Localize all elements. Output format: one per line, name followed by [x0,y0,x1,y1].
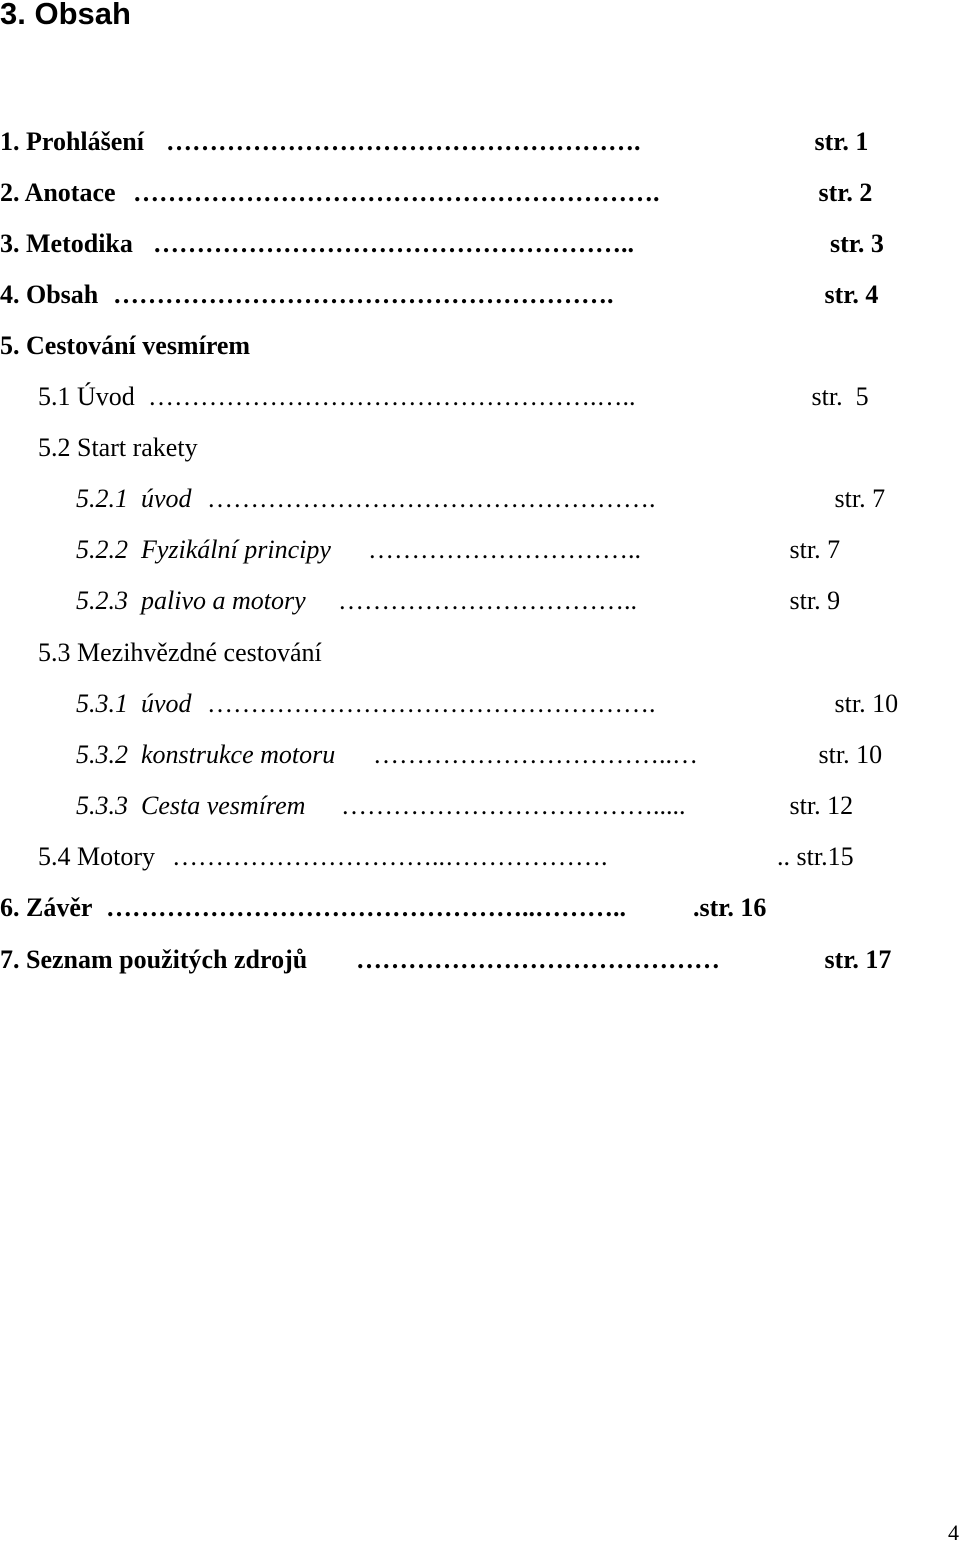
toc-entry-title: 4. Obsah [0,280,99,309]
toc-page-reference: str. 9 [783,586,841,615]
toc-page-reference: str. 10 [828,689,899,718]
toc-page-reference: .. str.15 [777,842,854,871]
toc-dot-leader: …………………………..………………. [172,842,608,871]
toc-page-reference: str. 7 [783,535,841,564]
toc-entry-title: 2. Anotace [0,178,116,207]
toc-dot-leader: ………………………………..... [341,791,686,820]
toc-page-reference: str. 7 [828,484,886,513]
toc-entry-title: 3. Metodika [0,229,133,258]
toc-page-reference: str. 3 [817,229,884,258]
toc-dot-leader: ………………………………………………. [166,127,641,156]
toc-entry-title: 5.3.2 konstrukce motoru [76,740,336,769]
toc-dot-leader: ………………………….. [368,535,641,564]
toc-page-reference: str. 12 [783,791,854,820]
toc-entry-title: 5.3.1 úvod [76,689,192,718]
toc-entry-title: 5.2.2 Fyzikální principy [76,535,331,564]
toc-dot-leader: ……………………………………………….. [153,229,634,258]
toc-entry-title: 5.2.1 úvod [76,484,192,513]
toc-dot-leader: …………………………………… [356,945,720,974]
toc-entry-title: 6. Závěr [0,893,93,922]
toc-entry-title: 5.4 Motory [38,842,155,871]
toc-dot-leader: …………………………….. [338,586,637,615]
toc-entry-title: 7. Seznam použitých zdrojů [0,945,308,974]
toc-dot-leader: …………………………………………………. [113,280,614,309]
toc-dot-leader: …………………………………………..……….. [106,893,626,922]
toc-dot-leader: ……………………………………………. [207,484,656,513]
toc-dot-leader: …………………………………………….….. [148,382,636,411]
toc-dot-leader: ……………………………..… [373,740,698,769]
toc-dot-leader: ……………………………………………. [207,689,656,718]
toc-page-reference: str. 17 [818,945,892,974]
toc-entry-title: 5.2.3 palivo a motory [76,586,306,615]
page-number: 4 [948,1520,959,1545]
toc-page-reference: str. 1 [808,127,869,156]
toc-entry-title: 5. Cestování vesmírem [0,331,251,360]
toc-entry-title: 5.2 Start rakety [38,433,198,462]
toc-page-reference: str. 10 [812,740,883,769]
toc-page-reference: .str. 16 [693,893,767,922]
toc-dot-leader: ……………………………………………………. [133,178,660,207]
toc-page-reference: str. 4 [818,280,879,309]
page-title: 3. Obsah [0,0,131,31]
toc-page-reference: str. 2 [812,178,873,207]
toc-entry-title: 5.1 Úvod [38,382,135,411]
toc-entry-title: 5.3 Mezihvězdné cestování [38,638,322,667]
toc-page-reference: str. 5 [805,382,869,411]
toc-entry-title: 5.3.3 Cesta vesmírem [76,791,306,820]
toc-entry-title: 1. Prohlášení [0,127,144,156]
